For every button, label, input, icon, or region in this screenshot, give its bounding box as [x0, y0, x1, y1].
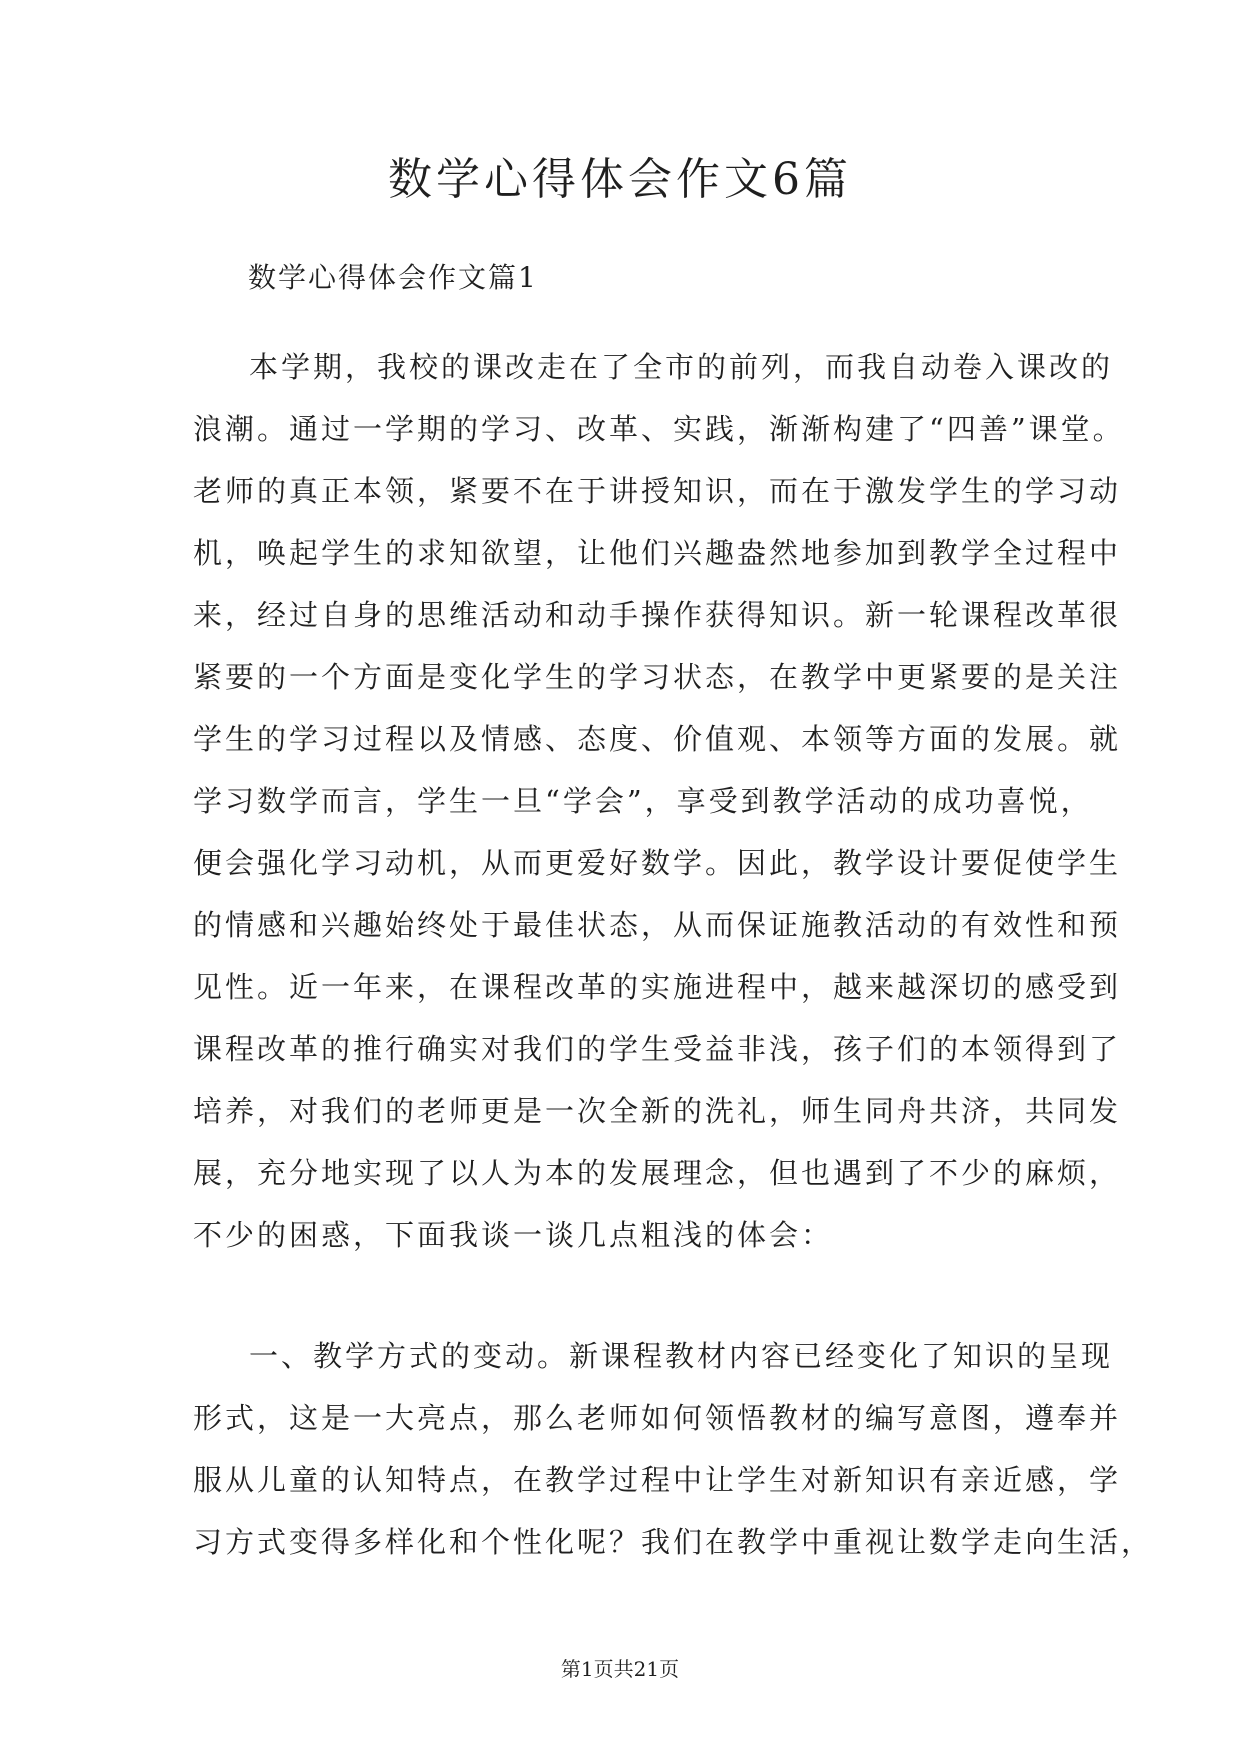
text-line: 习方式变得多样化和个性化呢？我们在教学中重视让数学走向生活，	[193, 1525, 1154, 1559]
text-line: 浪潮。通过一学期的学习、改革、实践，渐渐构建了“四善”课堂。	[193, 412, 1125, 446]
text-line: 培养，对我们的老师更是一次全新的洗礼，师生同舟共济，共同发	[193, 1094, 1122, 1128]
text-line: 见性。近一年来，在课程改革的实施进程中，越来越深切的感受到	[193, 970, 1122, 1004]
document-title: 数学心得体会作文6篇	[388, 154, 852, 205]
text-line: 本学期，我校的课改走在了全市的前列，而我自动卷入课改的	[249, 350, 1114, 384]
paragraph-1	[193, 336, 1125, 1266]
text-line: 机，唤起学生的求知欲望，让他们兴趣盎然地参加到教学全过程中	[193, 536, 1122, 570]
text-line: 不少的困惑，下面我谈一谈几点粗浅的体会：	[193, 1218, 834, 1252]
text-line: 便会强化学习动机，从而更爱好数学。因此，教学设计要促使学生	[193, 846, 1122, 880]
text-line: 课程改革的推行确实对我们的学生受益非浅，孩子们的本领得到了	[193, 1032, 1122, 1066]
text-line: 的情感和兴趣始终处于最佳状态，从而保证施教活动的有效性和预	[193, 908, 1122, 942]
text-line: 形式，这是一大亮点，那么老师如何领悟教材的编写意图，遵奉并	[193, 1401, 1122, 1435]
text-line: 老师的真正本领，紧要不在于讲授知识，而在于激发学生的学习动	[193, 474, 1122, 508]
page-number-footer: 第1页共21页	[560, 1657, 680, 1681]
section-heading: 数学心得体会作文篇1	[248, 261, 538, 294]
text-line: 紧要的一个方面是变化学生的学习状态，在教学中更紧要的是关注	[193, 660, 1122, 694]
text-line: 展，充分地实现了以人为本的发展理念，但也遇到了不少的麻烦，	[193, 1156, 1122, 1190]
text-line: 学习数学而言，学生一旦“学会”，享受到教学活动的成功喜悦，	[193, 784, 1093, 818]
text-line: 来，经过自身的思维活动和动手操作获得知识。新一轮课程改革很	[193, 598, 1122, 632]
text-line: 服从儿童的认知特点，在教学过程中让学生对新知识有亲近感，学	[193, 1463, 1122, 1497]
text-line: 一、教学方式的变动。新课程教材内容已经变化了知识的呈现	[249, 1339, 1114, 1373]
paragraph-2	[193, 1325, 1154, 1573]
text-line: 学生的学习过程以及情感、态度、价值观、本领等方面的发展。就	[193, 722, 1122, 756]
